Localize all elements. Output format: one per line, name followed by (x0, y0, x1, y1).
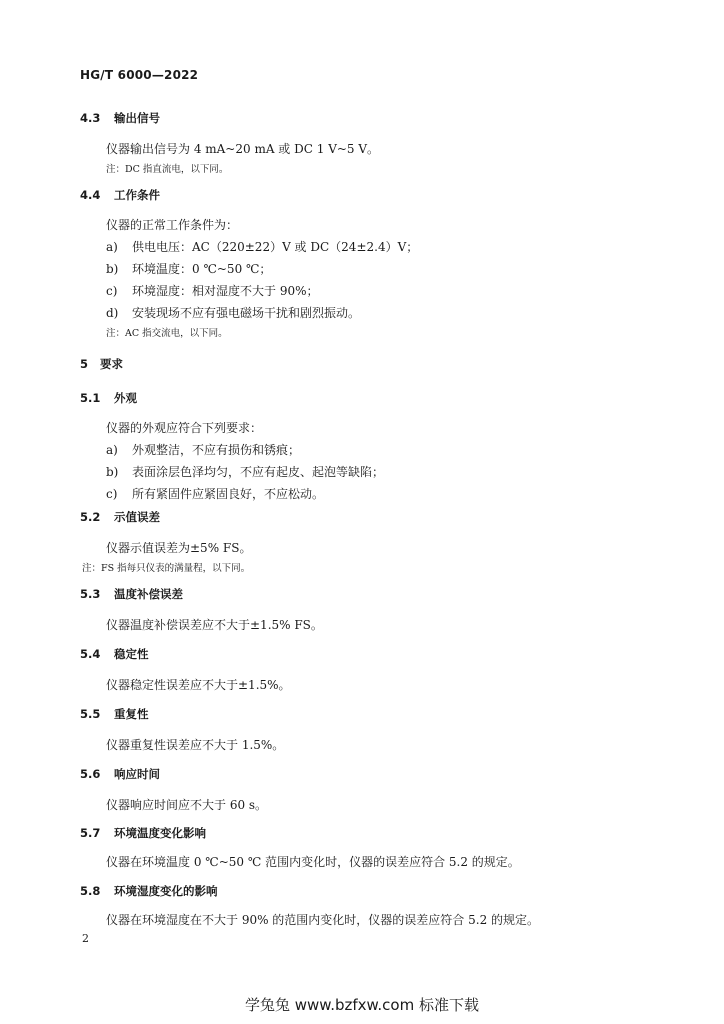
list-marker: c) (106, 487, 118, 501)
section-heading-5-3 (80, 586, 183, 602)
paragraph-5-8: 仪器在环境湿度在不大于 90% 的范围内变化时，仪器的误差应符合 5.2 的规定。 (106, 913, 540, 927)
list-item (106, 463, 384, 480)
section-title: 重复性 (114, 707, 149, 721)
section-heading-5-6 (80, 766, 160, 782)
list-item (106, 441, 300, 458)
section-number: 5.5 (80, 707, 101, 721)
list-marker: d) (106, 306, 119, 320)
paragraph-5-5: 仪器重复性误差应不大于 1.5%。 (106, 738, 285, 752)
list-marker: b) (106, 465, 119, 479)
section-title: 示值误差 (114, 510, 160, 524)
list-item (106, 304, 360, 321)
section-number: 5.1 (80, 391, 101, 405)
note-4-3: 注：DC 指直流电，以下同。 (106, 164, 229, 175)
section-number: 5.7 (80, 826, 101, 840)
list-marker: a) (106, 240, 118, 254)
section-heading-5-1 (80, 390, 137, 406)
list-text: 环境湿度：相对湿度不大于 90%； (132, 284, 319, 298)
paragraph-5-2: 仪器示值误差为±5% FS。 (106, 541, 252, 555)
section-number: 4.4 (80, 188, 101, 202)
paragraph-5-3: 仪器温度补偿误差应不大于±1.5% FS。 (106, 618, 323, 632)
section-title: 外观 (114, 391, 137, 405)
paragraph-4-4-intro: 仪器的正常工作条件为： (106, 218, 239, 232)
section-title: 温度补偿误差 (114, 587, 183, 601)
section-number: 5.2 (80, 510, 101, 524)
paragraph-5-1-intro: 仪器的外观应符合下列要求： (106, 421, 263, 435)
section-heading-5-5 (80, 706, 149, 722)
section-title: 工作条件 (114, 188, 160, 202)
list-item (106, 485, 324, 502)
section-number: 5 (80, 357, 89, 371)
section-title: 要求 (100, 357, 123, 371)
list-item (106, 238, 418, 255)
paragraph-5-6: 仪器响应时间应不大于 60 s。 (106, 798, 268, 812)
list-marker: b) (106, 262, 119, 276)
list-item (106, 260, 271, 277)
paragraph-5-4: 仪器稳定性误差应不大于±1.5%。 (106, 678, 291, 692)
section-number: 5.3 (80, 587, 101, 601)
page-number: 2 (82, 932, 89, 945)
section-heading-5-4 (80, 646, 149, 662)
section-title: 响应时间 (114, 767, 160, 781)
note-4-4: 注：AC 指交流电，以下同。 (106, 328, 228, 339)
section-heading-5 (80, 356, 123, 372)
section-title: 环境湿度变化的影响 (114, 884, 218, 898)
section-title: 环境温度变化影响 (114, 826, 206, 840)
section-number: 4.3 (80, 111, 101, 125)
section-title: 输出信号 (114, 111, 160, 125)
list-marker: c) (106, 284, 118, 298)
section-heading-4-3 (80, 110, 160, 126)
section-number: 5.8 (80, 884, 101, 898)
section-number: 5.4 (80, 647, 101, 661)
list-text: 供电电压：AC（220±22）V 或 DC（24±2.4）V； (132, 240, 419, 254)
paragraph-4-3: 仪器输出信号为 4 mA~20 mA 或 DC 1 V~5 V。 (106, 142, 380, 156)
list-text: 环境温度：0 ℃~50 ℃； (132, 262, 272, 276)
section-heading-4-4 (80, 187, 160, 203)
section-title: 稳定性 (114, 647, 149, 661)
paragraph-5-7: 仪器在环境温度 0 ℃~50 ℃ 范围内变化时，仪器的误差应符合 5.2 的规定。 (106, 855, 520, 869)
note-5-2: 注：FS 指每只仪表的满量程，以下同。 (82, 563, 251, 574)
standard-code-header: HG/T 6000—2022 (80, 68, 199, 82)
list-text: 安装现场不应有强电磁场干扰和剧烈振动。 (132, 306, 361, 320)
list-text: 所有紧固件应紧固良好，不应松动。 (132, 487, 325, 501)
list-text: 外观整洁，不应有损伤和锈痕； (132, 443, 301, 457)
list-item (106, 282, 319, 299)
footer-watermark: 学兔兔 www.bzfxw.com 标准下载 (245, 996, 479, 1014)
section-heading-5-8 (80, 883, 218, 899)
list-text: 表面涂层色泽均匀，不应有起皮、起泡等缺陷； (132, 465, 385, 479)
section-heading-5-2 (80, 509, 160, 525)
list-marker: a) (106, 443, 118, 457)
section-number: 5.6 (80, 767, 101, 781)
section-heading-5-7 (80, 825, 206, 841)
